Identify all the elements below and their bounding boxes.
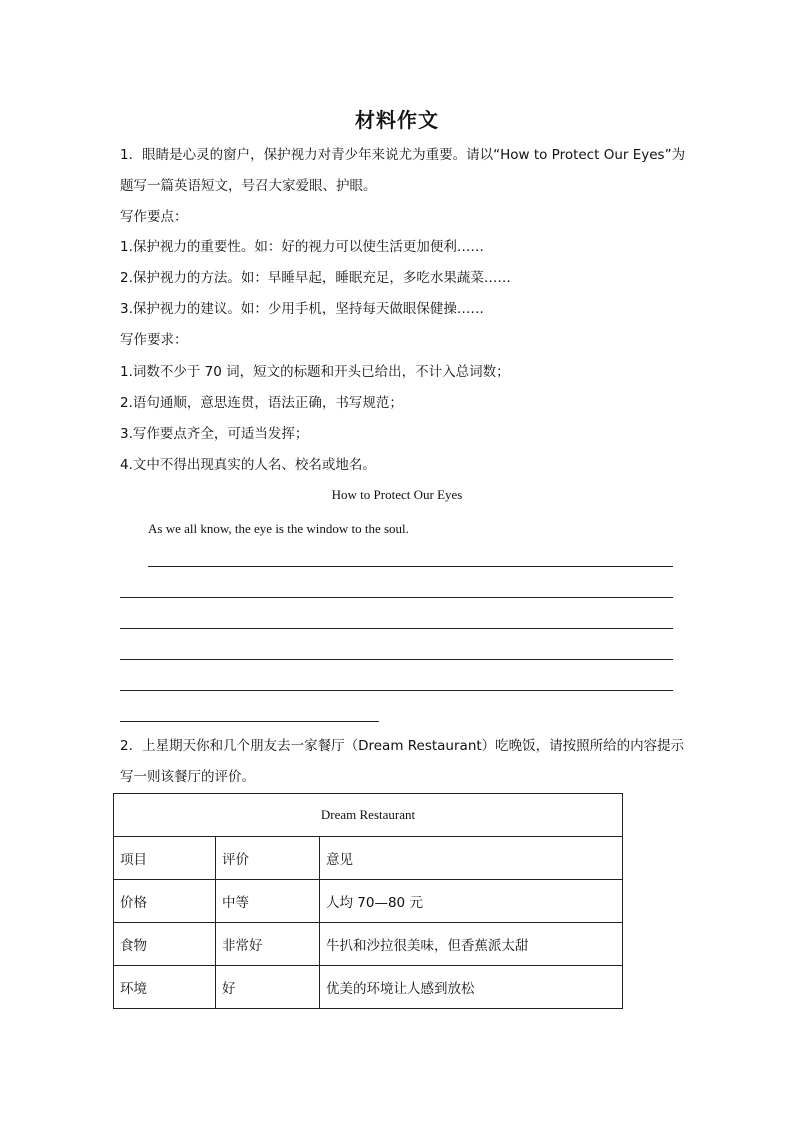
- answer-line[interactable]: [120, 628, 673, 629]
- q1-prompt-line-2: 题写一篇英语短文，号召大家爱眼、护眼。: [120, 178, 377, 194]
- table-cell: 好: [216, 966, 320, 1009]
- essay-opening: As we all know, the eye is the window to the soul.: [148, 521, 409, 536]
- table-cell: 食物: [114, 923, 216, 966]
- table-header-row: [114, 837, 623, 880]
- answer-line[interactable]: [120, 721, 379, 722]
- table-header-cell: 评价: [216, 837, 320, 880]
- page-title: 材料作文: [355, 108, 439, 132]
- table-caption: Dream Restaurant: [114, 794, 623, 837]
- q2-prompt-line-1: 2．上星期天你和几个朋友去一家餐厅（Dream Restaurant）吃晚饭，请按照所给的内容提示: [120, 738, 685, 754]
- q1-points-heading: 写作要点：: [120, 209, 188, 225]
- table-row: [114, 923, 623, 966]
- table-header-cell: 意见: [320, 837, 623, 880]
- answer-line[interactable]: [120, 659, 673, 660]
- table-cell: 价格: [114, 880, 216, 923]
- table-cell: 人均 70—80 元: [320, 880, 623, 923]
- table-cell: 中等: [216, 880, 320, 923]
- answer-line[interactable]: [120, 597, 673, 598]
- q1-point: 3.保护视力的建议。如：少用手机，坚持每天做眼保健操……: [120, 301, 484, 317]
- table-row: [114, 880, 623, 923]
- table-cell: 优美的环境让人感到放松: [320, 966, 623, 1009]
- table-header-cell: 项目: [114, 837, 216, 880]
- q1-requirements-heading: 写作要求：: [120, 332, 188, 348]
- answer-line[interactable]: [148, 566, 673, 567]
- q1-requirement: 3.写作要点齐全，可适当发挥；: [120, 426, 309, 442]
- table-cell: 牛扒和沙拉很美味，但香蕉派太甜: [320, 923, 623, 966]
- q1-point: 2.保护视力的方法。如：早睡早起，睡眠充足，多吃水果蔬菜……: [120, 270, 511, 286]
- restaurant-review-table: [113, 793, 623, 1009]
- q2-prompt-line-2: 写一则该餐厅的评价。: [120, 769, 255, 785]
- q1-requirement: 2.语句通顺，意思连贯，语法正确，书写规范；: [120, 395, 403, 411]
- q1-prompt-line-1: 1．眼睛是心灵的窗户，保护视力对青少年来说尤为重要。请以“How to Protect Our Eyes”为: [120, 147, 686, 163]
- essay-title: How to Protect Our Eyes: [331, 487, 463, 502]
- q1-requirement: 1.词数不少于 70 词，短文的标题和开头已给出，不计入总词数；: [120, 364, 510, 380]
- q1-point: 1.保护视力的重要性。如：好的视力可以使生活更加便利……: [120, 239, 484, 255]
- answer-line[interactable]: [120, 690, 673, 691]
- q1-requirement: 4.文中不得出现真实的人名、校名或地名。: [120, 457, 376, 473]
- table-row: [114, 966, 623, 1009]
- table-cell: 环境: [114, 966, 216, 1009]
- table-cell: 非常好: [216, 923, 320, 966]
